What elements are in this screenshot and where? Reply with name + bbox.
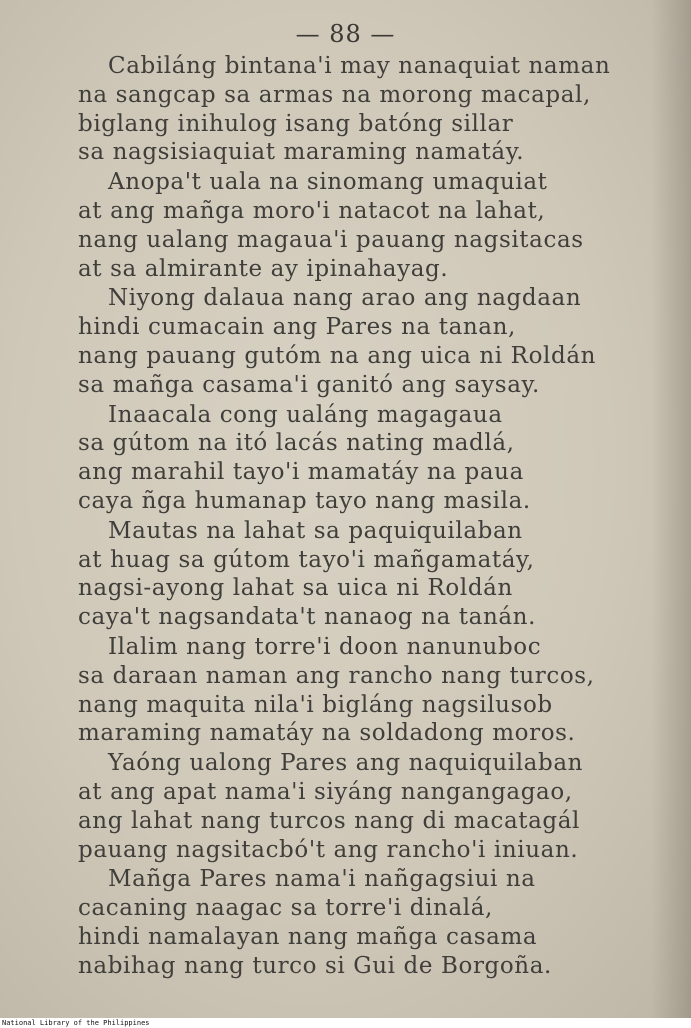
verse-line: Anopa't uala na sinomang umaquiat xyxy=(108,169,548,196)
poem-text xyxy=(78,52,638,982)
verse-line: nang pauang gutóm na ang uica ni Roldán xyxy=(78,342,597,369)
verse-line: at ang mañga moro'i natacot na lahat, xyxy=(78,197,546,224)
verse-line: biglang inihulog isang batóng sillar xyxy=(78,110,514,137)
stanza-1 xyxy=(78,52,638,167)
verse-line: hindi namalayan nang mañga casama xyxy=(78,923,538,950)
verse-line: at huag sa gútom tayo'i mañgamatáy, xyxy=(78,546,535,573)
verse-line: nang ualang magaua'i pauang nagsitacas xyxy=(78,226,584,253)
stanza-5 xyxy=(78,517,638,632)
verse-line: caya ñga humanap tayo nang masila. xyxy=(78,487,531,514)
verse-line: pauang nagsitacbó't ang rancho'i iniuan. xyxy=(78,836,579,863)
verse-line: hindi cumacain ang Pares na tanan, xyxy=(78,314,516,341)
verse-line: nagsi-ayong lahat sa uica ni Roldán xyxy=(78,575,513,602)
verse-line: maraming namatáy na soldadong moros. xyxy=(78,720,576,747)
verse-line: na sangcap sa armas na morong macapal, xyxy=(78,81,591,108)
verse-line: sa daraan naman ang rancho nang turcos, xyxy=(78,662,595,689)
stanza-6 xyxy=(78,633,638,748)
verse-line: Cabiláng bintana'i may nanaquiat naman xyxy=(108,53,611,79)
stanza-7 xyxy=(78,749,638,864)
verse-line: Mautas na lahat sa paquiquilaban xyxy=(108,517,523,544)
verse-line: ang marahil tayo'i mamatáy na paua xyxy=(78,459,524,486)
verse-line: Niyong dalaua nang arao ang nagdaan xyxy=(108,285,582,312)
verse-line: caya't nagsandata't nanaog na tanán. xyxy=(78,604,536,631)
verse-line: Inaacala cong ualáng magagaua xyxy=(108,401,503,428)
verse-line: cacaning naagac sa torre'i dinalá, xyxy=(78,895,493,922)
verse-line: sa nagsisiaquiat maraming namatáy. xyxy=(78,139,525,166)
stanza-8 xyxy=(78,865,638,980)
verse-line: Yaóng ualong Pares ang naquiquilaban xyxy=(108,750,584,777)
stanza-3 xyxy=(78,284,638,399)
verse-line: Mañga Pares nama'i nañgagsiui na xyxy=(108,866,536,893)
verse-line: at ang apat nama'i siyáng nangangagao, xyxy=(78,778,573,805)
stanza-4 xyxy=(78,401,638,516)
verse-line: at sa almirante ay ipinahayag. xyxy=(78,255,449,282)
stanza-2 xyxy=(78,168,638,283)
library-credit: National Library of the Philippines xyxy=(2,1019,150,1027)
verse-line: nabihag nang turco si Gui de Borgoña. xyxy=(78,952,552,979)
verse-line: Ilalim nang torre'i doon nanunuboc xyxy=(108,633,542,660)
page-number: — 88 — xyxy=(295,20,396,48)
verse-line: sa mañga casama'i ganitó ang saysay. xyxy=(78,371,540,398)
verse-line: ang lahat nang turcos nang di macatagál xyxy=(78,807,580,834)
verse-line: sa gútom na itó lacás nating madlá, xyxy=(78,430,515,457)
verse-line: nang maquita nila'i bigláng nagsilusob xyxy=(78,691,553,718)
